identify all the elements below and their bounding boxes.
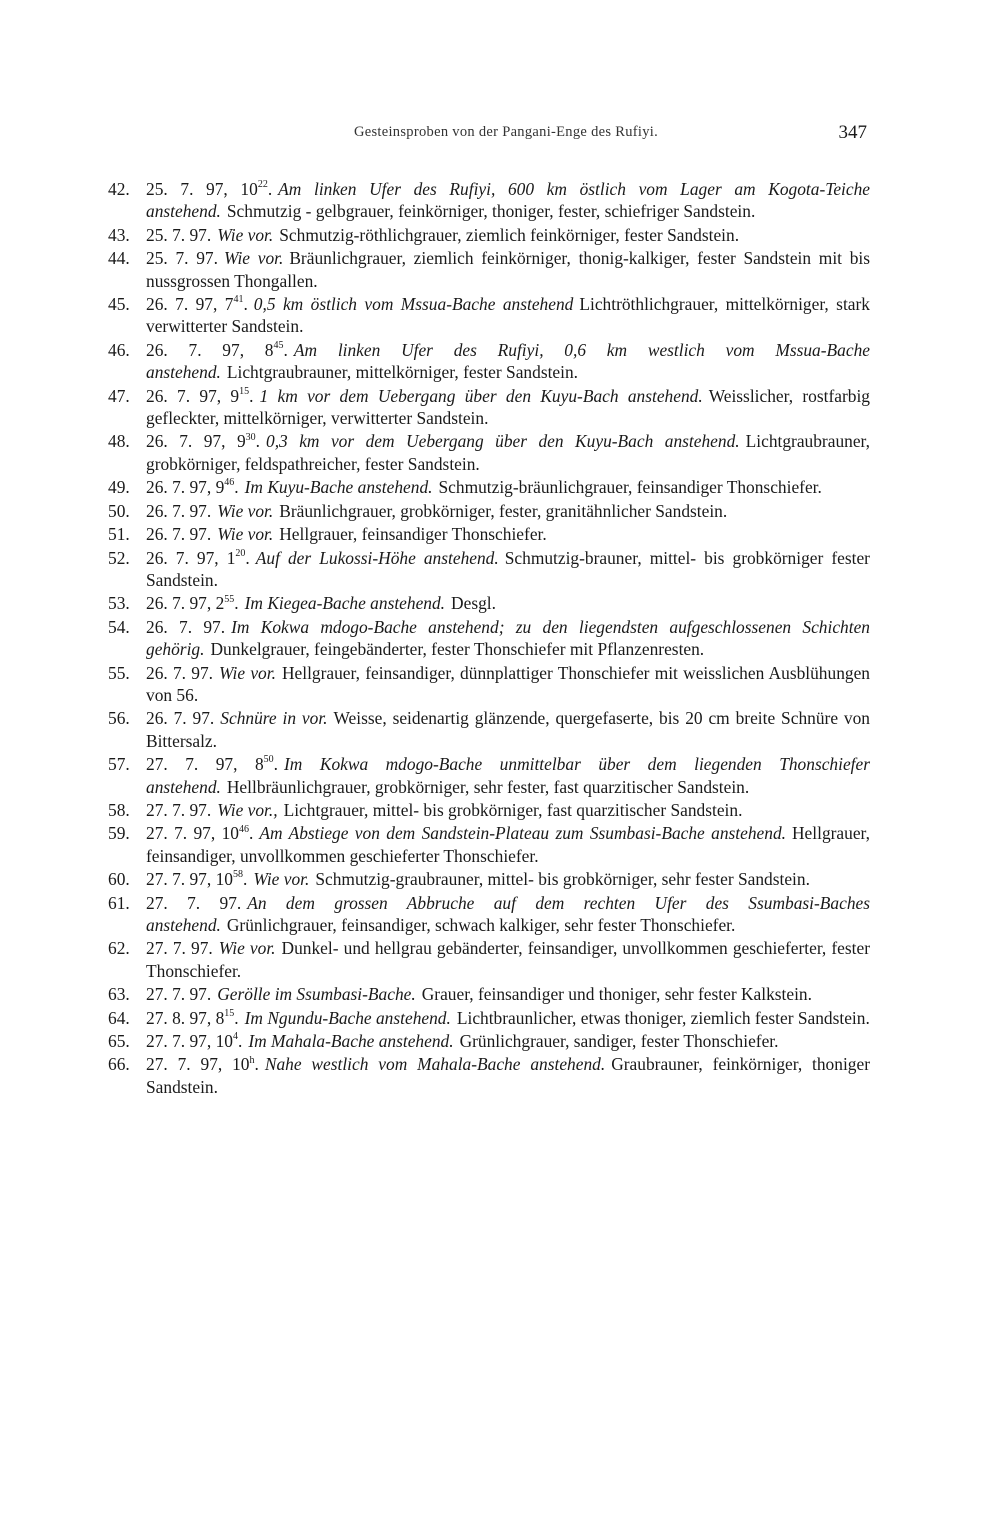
specimen-entry: [108, 385, 870, 430]
entry-time-superscript: 30: [245, 431, 256, 443]
entry-date: 27. 7. 97, 10$^h$.: [146, 1054, 259, 1075]
entry-date: 27. 7. 97.: [146, 892, 242, 913]
entry-date: 27. 7. 97, $10^4$.: [146, 1031, 243, 1052]
specimen-entry: [108, 707, 870, 752]
entry-number: 48.: [108, 431, 130, 452]
entry-date: 27. 7. 97, $8^{50}$.: [146, 754, 279, 775]
entry-description: Hellbräunlichgrauer, grobkörniger, sehr fester, fast quarzitischer Sandstein.: [226, 776, 750, 797]
entry-number: 43.: [108, 224, 130, 245]
entry-location: Wie vor.: [217, 224, 274, 245]
entry-location: An dem grossen Abbruche auf dem rechten Ufer des Ssumbasi-Baches anstehend.: [146, 892, 871, 935]
specimen-entry: [108, 592, 870, 614]
entry-location: Nahe westlich vom Mahala-Bache anstehend.: [264, 1054, 606, 1075]
entry-date: 25. 7. 97.: [146, 248, 218, 269]
entry-number: 64.: [108, 1007, 130, 1028]
specimen-entry: [108, 868, 870, 890]
entry-location: Am Abstiege von dem Sandstein-Plateau zum Ssumbasi-Bache anstehend.: [259, 823, 786, 844]
specimen-entry: [108, 753, 870, 798]
entry-time-superscript: 58: [232, 869, 243, 881]
entry-time-superscript: 15: [239, 385, 250, 397]
entry-date: 26. 7. 97.: [146, 500, 212, 521]
entry-location: Am linken Ufer des Rufiyi, 0,6 km westlich vom Mssua-Bache anstehend.: [146, 339, 870, 383]
entry-date: 27. 7. 97, $10^{58}$.: [146, 869, 248, 890]
entry-time-superscript: 46: [224, 477, 235, 489]
entry-location: Im Kuyu-Bache anstehend.: [244, 477, 433, 498]
entry-number: 44.: [108, 248, 130, 269]
entry-description: Lichtgrauer, mittel- bis grobkörniger, fast quarzitischer Sandstein.: [283, 799, 743, 820]
entry-location: 0,5 km östlich vom Mssua-Bache anstehend: [253, 294, 574, 315]
specimen-entry: [108, 799, 870, 821]
entry-description: Lichtgraubrauner, grobkörniger, feldspathreicher, fester Sandstein.: [146, 431, 870, 474]
entry-description: Hellgrauer, feinsandiger, unvollkommen geschieferter Thonschiefer.: [146, 823, 871, 866]
entry-number: 65.: [108, 1031, 130, 1052]
entry-date: 26. 7. 97.: [146, 524, 212, 545]
entry-date: 25. 7. 97.: [146, 224, 212, 245]
entry-number: 45.: [108, 294, 130, 315]
entry-location: Im Ngundu-Bache anstehend.: [244, 1007, 451, 1028]
entry-number: 49.: [108, 477, 130, 498]
entry-description: Lichtgraubrauner, mittelkörniger, fester Sandstein.: [226, 362, 579, 383]
entry-location: Wie vor.: [217, 500, 274, 521]
entry-time-superscript: 46: [238, 823, 249, 835]
entry-location: Wie vor.: [217, 524, 274, 545]
entry-time-superscript: 15: [224, 1007, 235, 1019]
entry-location: Gerölle im Ssumbasi-Bache.: [217, 984, 416, 1005]
entry-location: Wie vor.: [223, 248, 284, 269]
entry-description: Schmutzig - gelbgrauer, feinkörniger, thoniger, fester, schiefriger Sandstein.: [226, 201, 756, 222]
entry-time-superscript: 55: [224, 593, 235, 605]
entry-description: Bräunlichgrauer, grobkörniger, fester, granitähnlicher Sandstein.: [279, 500, 728, 521]
specimen-entry: [108, 1030, 870, 1052]
entry-number: 63.: [108, 984, 130, 1005]
entry-location: 1 km vor dem Uebergang über den Kuyu-Bach anstehend.: [259, 385, 703, 406]
entry-date: 26. 7. 97, $7^{41}$.: [146, 294, 248, 315]
entry-number: 53.: [108, 593, 130, 614]
entry-location: Im Kokwa mdogo-Bache anstehend; zu den liegendsten aufgeschlossenen Schichten gehörig.: [146, 616, 870, 660]
entry-number: 61.: [108, 892, 130, 913]
specimen-entry: [108, 500, 870, 522]
entry-date: 26. 7. 97, $1^{20}$.: [146, 547, 250, 568]
entry-description: Schmutzig-bräunlichgrauer, feinsandiger Thonschiefer.: [438, 477, 822, 498]
entry-description: Lichtröthlichgrauer, mittelkörniger, stark verwitterter Sandstein.: [146, 294, 870, 337]
running-title: Gesteinsproben von der Pangani-Enge des Rufiyi.: [353, 124, 659, 140]
specimen-entry: [108, 339, 870, 384]
entry-description: Dunkel- und hellgrau gebänderter, feinsandiger, unvollkommen geschieferter, fester Thonschiefer.: [146, 938, 871, 981]
specimen-entry: [108, 892, 870, 937]
specimen-entry: [108, 822, 870, 867]
specimen-entry: [108, 616, 870, 661]
specimen-entry: [108, 224, 870, 246]
entry-date: 27. 7. 97.: [146, 938, 213, 959]
entry-date: 26. 7. 97, $8^{45}$.: [146, 339, 288, 360]
entry-time-superscript: 20: [235, 547, 246, 559]
entry-date: 27. 7. 97.: [146, 799, 212, 820]
entry-location: Wie vor.,: [217, 799, 278, 820]
entry-number: 52.: [108, 547, 130, 568]
specimen-entry: [108, 178, 870, 223]
specimen-entry: [108, 476, 870, 498]
entry-date: 26. 7. 97, $2^{55}$.: [146, 593, 239, 614]
entry-date: 26. 7. 97.: [146, 616, 226, 637]
entry-time-superscript: 22: [257, 179, 268, 191]
entry-number: 56.: [108, 708, 130, 729]
entry-location: Im Kokwa mdogo-Bache unmittelbar über dem liegenden Thonschiefer anstehend.: [146, 754, 871, 797]
entry-number: 51.: [108, 524, 130, 545]
entry-description: Hellgrauer, feinsandiger, dünnplattiger Thonschiefer mit weisslichen Ausblühungen von 56.: [146, 662, 871, 705]
entry-description: Bräunlichgrauer, ziemlich feinkörniger, thonig-kalkiger, fester Sandstein mit bis nussgrossen Thongallen.: [146, 248, 870, 291]
entry-description: Lichtbraunlicher, etwas thoniger, ziemlich fester Sandstein.: [456, 1007, 870, 1028]
entry-time-superscript: 4: [232, 1031, 238, 1043]
entry-date: 26. 7. 97, $9^{30}$.: [146, 431, 260, 452]
entry-number: 47.: [108, 385, 130, 406]
entry-time-superscript: h: [249, 1054, 255, 1066]
entry-number: 62.: [108, 938, 130, 959]
specimen-entry: [108, 983, 870, 1005]
entry-number: 59.: [108, 823, 130, 844]
entry-description: Graubrauner, feinkörniger, thoniger Sandstein.: [146, 1054, 870, 1097]
entry-number: 57.: [108, 754, 130, 775]
entry-location: Schnüre in vor.: [220, 708, 328, 729]
specimen-entry: [108, 430, 870, 475]
entry-time-superscript: 41: [233, 294, 244, 306]
entry-location: Im Mahala-Bache anstehend.: [248, 1031, 454, 1052]
specimen-entry: [108, 662, 870, 707]
entry-location: 0,3 km vor dem Uebergang über den Kuyu-Bach anstehend.: [266, 431, 740, 452]
entry-location: Auf der Lukossi-Höhe anstehend.: [255, 547, 499, 568]
entry-number: 42.: [108, 179, 130, 199]
entry-location: Wie vor.: [253, 869, 310, 890]
entry-date: 26. 7. 97.: [146, 708, 215, 729]
entry-number: 60.: [108, 869, 130, 890]
entry-number: 55.: [108, 662, 130, 683]
entry-time-superscript: 45: [273, 340, 284, 352]
entry-number: 58.: [108, 799, 130, 820]
entry-number: 50.: [108, 500, 130, 521]
specimen-entry: [108, 1053, 870, 1098]
page-number: 347: [838, 122, 867, 143]
entry-description: Desgl.: [451, 593, 496, 614]
entry-number: 54.: [108, 616, 130, 637]
entry-date: 26. 7. 97, $9^{46}$.: [146, 477, 239, 498]
entry-time-superscript: 50: [263, 754, 274, 766]
page-header: [145, 122, 867, 152]
entry-date: 26. 7. 97.: [146, 662, 214, 683]
entry-description: Dunkelgrauer, feingebänderter, fester Thonschiefer mit Pflanzenresten.: [210, 639, 705, 660]
entry-description: Weisse, seidenartig glänzende, quergefaserte, bis 20 cm breite Schnüre von Bittersalz.: [146, 708, 870, 751]
specimen-entry: [108, 547, 870, 592]
specimen-list: [108, 178, 870, 1099]
specimen-entry: [108, 523, 870, 545]
entry-description: Weisslicher, rostfarbig gefleckter, mittelkörniger, verwitterter Sandstein.: [146, 385, 870, 429]
entry-description: Schmutzig-graubrauner, mittel- bis grobkörniger, sehr fester Sandstein.: [315, 869, 810, 890]
specimen-entry: [108, 247, 870, 292]
entry-date: 27. 7. 97.: [146, 984, 212, 1005]
entry-date: 27. 7. 97, $10^{46}$.: [146, 823, 254, 844]
entry-description: Schmutzig-röthlichgrauer, ziemlich feinkörniger, fester Sandstein.: [279, 224, 740, 245]
specimen-entry: [108, 937, 870, 982]
entry-number: 66.: [108, 1054, 130, 1075]
entry-date: 26. 7. 97, $9^{15}$.: [146, 385, 254, 406]
entry-location: Wie vor.: [219, 662, 276, 683]
entry-location: Am linken Ufer des Rufiyi, 600 km östlich vom Lager am Kogota-Teiche anstehend.: [146, 179, 871, 222]
entry-description: Grünlichgrauer, sandiger, fester Thonschiefer.: [459, 1031, 779, 1052]
entry-location: Wie vor.: [218, 938, 276, 959]
specimen-entry: [108, 1007, 870, 1029]
specimen-entry: [108, 293, 870, 338]
entry-number: 46.: [108, 339, 130, 360]
entry-description: Schmutzig-brauner, mittel- bis grobkörniger fester Sandstein.: [146, 547, 870, 590]
entry-location: Im Kiegea-Bache anstehend.: [244, 593, 446, 614]
entry-date: 25. 7. 97, $10^{22}$.: [146, 179, 273, 199]
entry-description: Grünlichgrauer, feinsandiger, schwach kalkiger, sehr fester Thonschiefer.: [226, 915, 736, 935]
entry-description: Hellgrauer, feinsandiger Thonschiefer.: [279, 524, 547, 545]
entry-description: Grauer, feinsandiger und thoniger, sehr fester Kalkstein.: [421, 984, 812, 1005]
entry-date: 27. 8. 97, $8^{15}$.: [146, 1007, 239, 1028]
